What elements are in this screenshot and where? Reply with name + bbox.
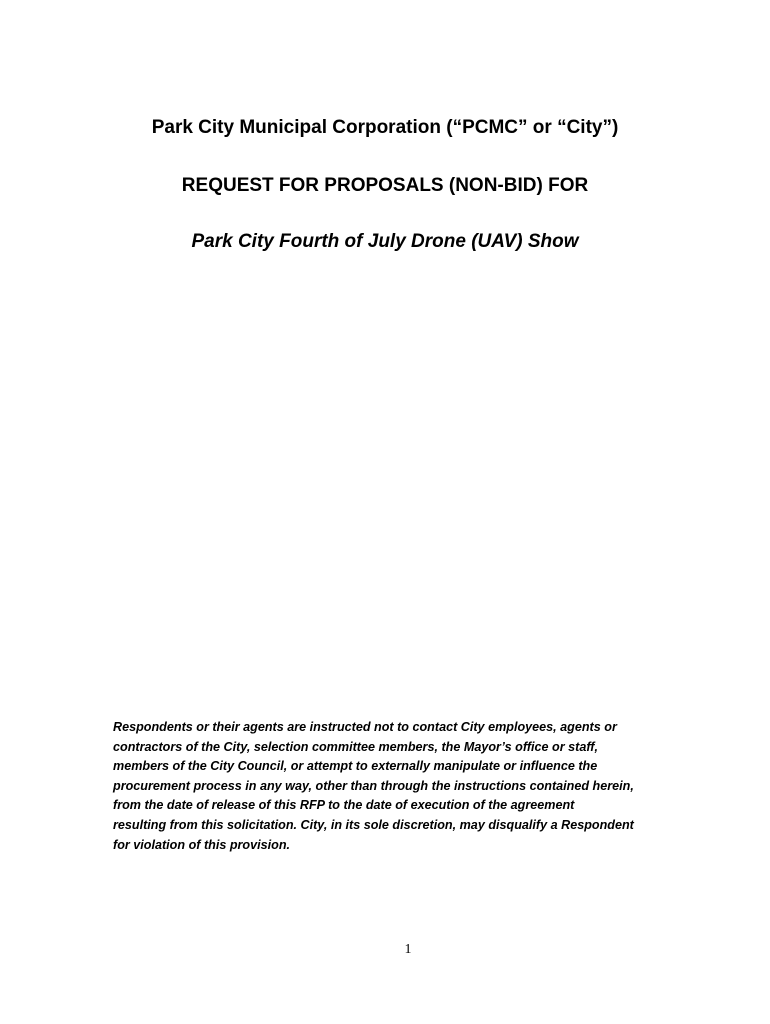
organization-heading: Park City Municipal Corporation (“PCMC” or “City”) [151, 117, 619, 138]
contact-restriction-notice [113, 718, 673, 855]
notice-line: for violation of this provision. [113, 837, 291, 852]
notice-line: contractors of the City, selection committee members, the Mayor’s office or staff, [113, 739, 598, 754]
notice-line: members of the City Council, or attempt to externally manipulate or influence the [113, 759, 598, 774]
project-title: Park City Fourth of July Drone (UAV) Show [191, 231, 579, 252]
notice-line: from the date of release of this RFP to the date of execution of the agreement [113, 798, 575, 813]
page-number: 1 [404, 942, 412, 957]
notice-line: resulting from this solicitation. City, in its sole discretion, may disqualify a Respondent [113, 817, 634, 832]
rfp-heading: REQUEST FOR PROPOSALS (NON-BID) FOR [181, 175, 589, 196]
notice-line: procurement process in any way, other than through the instructions contained herein, [113, 778, 634, 793]
notice-line: Respondents or their agents are instructed not to contact City employees, agents or [113, 720, 617, 734]
